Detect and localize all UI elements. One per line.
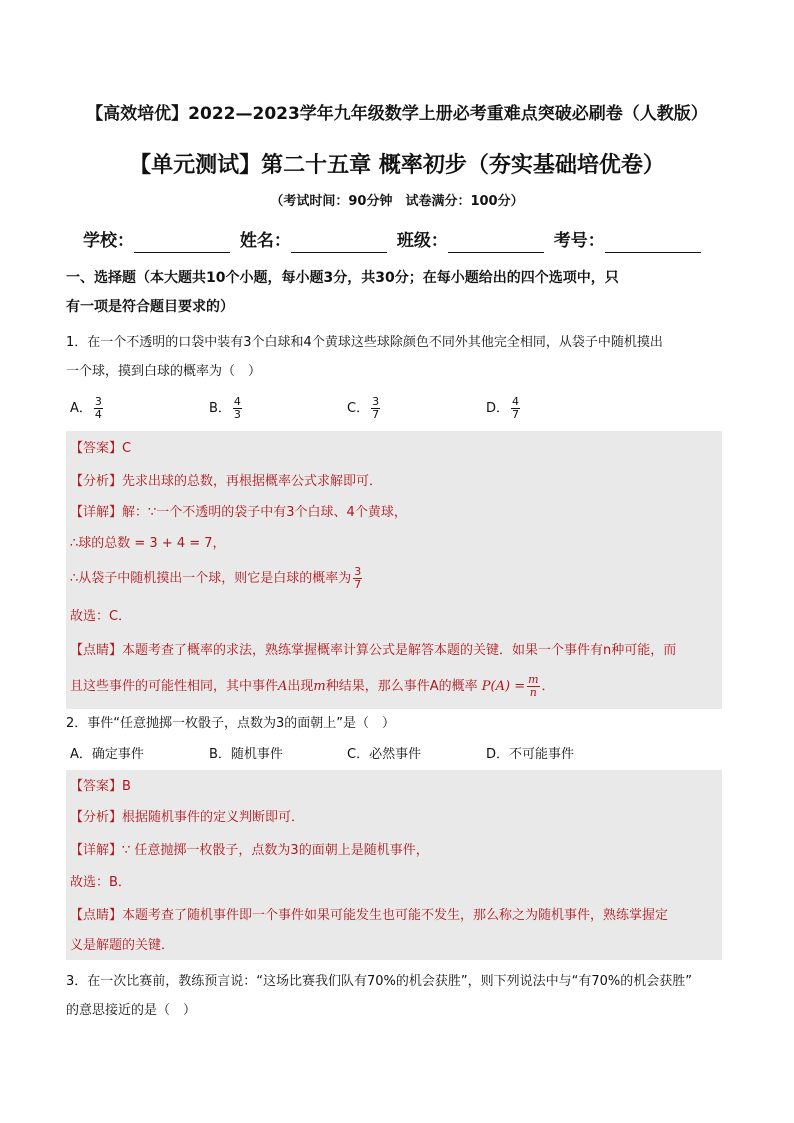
q3-stem-line1: 3．在一次比赛前，教练预言说：“这场比赛我们队有70%的机会获胜”，则下列说法中与“有70%的机会获胜”: [66, 974, 693, 989]
school-label: 学校：: [83, 231, 134, 251]
q1-option-c-fraction: $\frac{3}{7}$: [372, 395, 380, 421]
exam-info: （考试时间：90分钟 试卷满分：100分）: [270, 194, 524, 209]
q1-detail-fraction: $\frac{3}{7}$: [354, 565, 362, 591]
q2-option-b: B．随机事件: [209, 747, 283, 762]
q1-option-d-fraction: $\frac{4}{7}$: [512, 395, 520, 421]
document-subtitle: 【单元测试】第二十五章 概率初步（夯实基础培优卷）: [129, 153, 665, 178]
name-label: 姓名：: [239, 231, 291, 251]
q2-detail-line1: 【详解】∵ 任意抛掷一枚骰子，点数为3的面朝上是随机事件，: [70, 843, 429, 858]
q1-comment-line2: 且这些事件的可能性相同，其中事件A出现m种结果，那么事件A的概率 P(A) = $\frac{m}{n}$ ．: [70, 673, 555, 699]
q1-option-b-fraction: $\frac{4}{3}$: [233, 395, 241, 421]
class-label: 班级：: [396, 231, 448, 251]
q1-stem-line2: 一个球，摸到白球的概率为（ ）: [66, 364, 262, 379]
q1-option-a: A． $\frac{3}{4}$: [70, 395, 102, 421]
student-info-fields: [83, 229, 705, 253]
class-blank[interactable]: [448, 234, 544, 253]
q1-stem-line1: 1．在一个不透明的口袋中装有3个白球和4个黄球这些球除颜色不同外其他完全相同，从袋子中随机摸出: [66, 335, 663, 350]
exam-number-blank[interactable]: [605, 234, 701, 253]
q1-option-d: D． $\frac{4}{7}$: [486, 395, 520, 421]
q2-stem: 2．事件“任意抛掷一枚骰子，点数为3的面朝上”是（ ）: [66, 716, 396, 731]
q2-option-d: D．不可能事件: [486, 747, 575, 762]
document-title: 【高效培优】2022—2023学年九年级数学上册必考重难点突破必刷卷（人教版）: [86, 104, 708, 124]
q2-answer-block: [66, 770, 722, 960]
q3-stem-line2: 的意思接近的是（ ）: [66, 1003, 197, 1018]
q2-detail-line2: 故选：B．: [70, 875, 131, 890]
section-heading-line1: 一、选择题（本大题共10个小题，每小题3分，共30分；在每小题给出的四个选项中，只: [66, 270, 619, 286]
q1-detail-line4: 故选：C．: [70, 609, 132, 624]
q1-comment-fraction: $\frac{m}{n}$: [528, 673, 539, 699]
exam-number-label: 考号：: [553, 231, 605, 251]
q2-analysis: 【分析】根据随机事件的定义判断即可．: [70, 810, 305, 825]
name-blank[interactable]: [291, 234, 387, 253]
section-heading-line2: 有一项是符合题目要求的）: [66, 299, 234, 315]
q1-detail-line2: ∴球的总数 = 3 + 4 = 7，: [70, 536, 226, 551]
q1-option-b: B． $\frac{4}{3}$: [209, 395, 241, 421]
q1-detail-line3: ∴从袋子中随机摸出一个球，则它是白球的概率为 $\frac{3}{7}$: [70, 565, 362, 591]
school-blank[interactable]: [134, 234, 230, 253]
q2-option-c: C．必然事件: [347, 747, 422, 762]
q2-comment-line1: 【点睛】本题考查了随机事件即一个事件如果可能发生也可能不发生，那么称之为随机事件，熟练掌握定: [70, 908, 669, 923]
q1-detail-line1: 【详解】解：∵一个不透明的袋子中有3个白球、4个黄球，: [70, 505, 407, 520]
q2-answer: 【答案】B: [70, 779, 131, 794]
q1-option-a-fraction: $\frac{3}{4}$: [94, 395, 102, 421]
q2-comment-line2: 义是解题的关键．: [70, 938, 175, 953]
q1-option-c: C． $\frac{3}{7}$: [347, 395, 380, 421]
q2-option-a: A．确定事件: [70, 747, 144, 762]
q1-answer: 【答案】C: [70, 441, 132, 456]
q1-comment-line1: 【点睛】本题考查了概率的求法，熟练掌握概率计算公式是解答本题的关键．如果一个事件有n种可能，而: [70, 643, 677, 658]
q1-analysis: 【分析】先求出球的总数，再根据概率公式求解即可．: [70, 474, 383, 489]
